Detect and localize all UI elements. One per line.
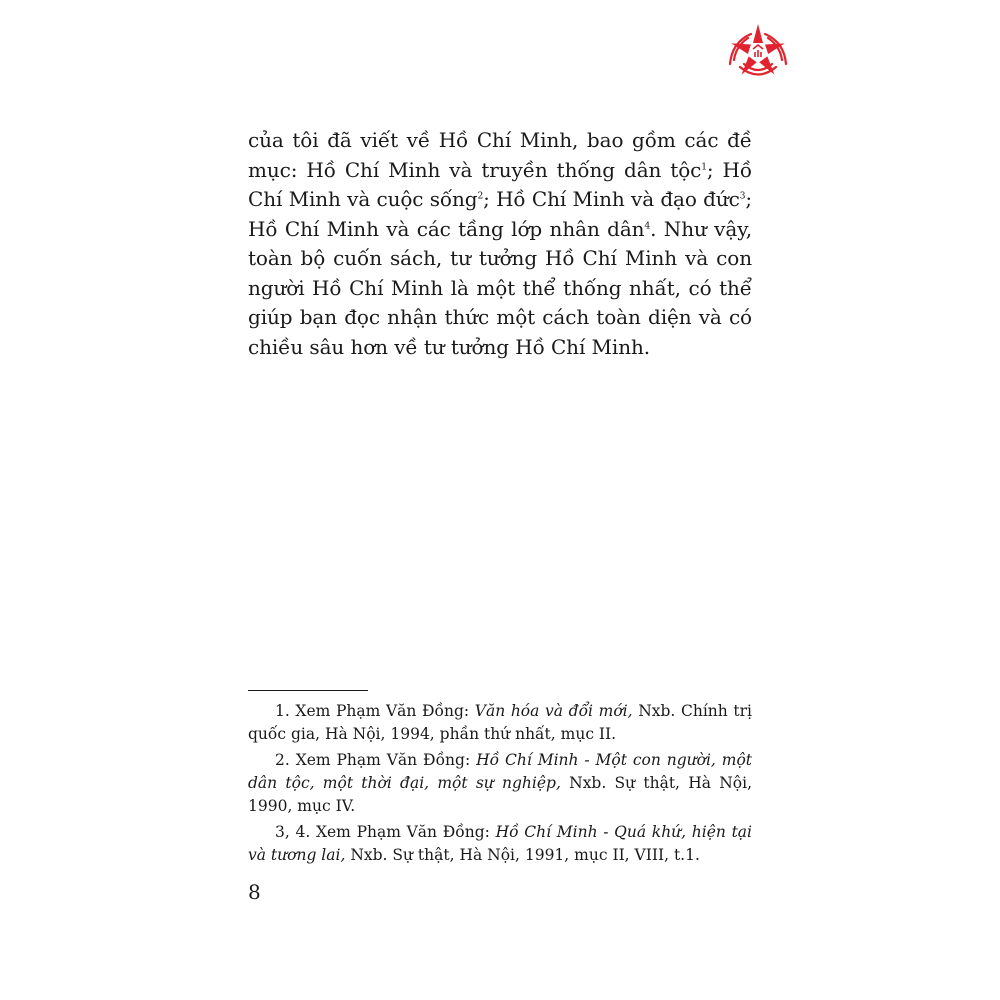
footnote-divider (248, 690, 368, 691)
footnote-lead: 2. Xem Phạm Văn Đồng: (275, 751, 477, 769)
footnote-tail: Nxb. Sự thật, Hà Nội, 1991, mục II, VIII, t.1. (345, 846, 700, 864)
footnote-title: Hồ Chí Minh - Quá khứ, hiện tại và tương lai, (248, 823, 753, 864)
text-segment: . Như vậy, toàn bộ cuốn sách, tư tưởng Hồ Chí Minh và con người Hồ Chí Minh là một thể thống nhất, có thể giúp bạn đọc nhận thức một cách toàn diện và có chiều sâu hơn về tư tưởng Hồ Chí Minh. (248, 216, 753, 359)
footnote-marker: 4 (644, 220, 651, 231)
footnotes (248, 700, 752, 870)
footnote-marker: 3 (739, 191, 746, 202)
footnote-title: Văn hóa và đổi mới, (474, 702, 633, 720)
footnote-1 (248, 700, 752, 746)
footnote-lead: 1. Xem Phạm Văn Đồng: (275, 702, 475, 720)
footnote-2 (248, 749, 752, 818)
text-segment: của tôi đã viết về Hồ Chí Minh, bao gồm các đề mục: Hồ Chí Minh và truyền thống dân tộc (248, 128, 752, 182)
footnote-tail: Nxb. Chính trị quốc gia, Hà Nội, 1994, phần thứ nhất, mục II. (248, 702, 752, 743)
paragraph-text (248, 126, 752, 362)
text-segment: ; Hồ Chí Minh và cuộc sống (248, 157, 753, 211)
footnote-lead: 3, 4. Xem Phạm Văn Đồng: (275, 823, 496, 841)
footnote-marker: 1 (701, 161, 707, 172)
page-number: 8 (248, 880, 261, 904)
footnote-tail: Nxb. Sự thật, Hà Nội, 1990, mục IV. (248, 774, 753, 815)
text-segment: ; Hồ Chí Minh và đạo đức (483, 187, 740, 211)
footnote-marker: 2 (477, 191, 484, 202)
text-segment: ; Hồ Chí Minh và các tầng lớp nhân dân (248, 187, 752, 241)
publisher-logo-icon (728, 22, 788, 82)
footnote-3-4 (248, 821, 752, 867)
main-paragraph (248, 126, 752, 362)
footnote-title: Hồ Chí Minh - Một con người, một dân tộc, một thời đại, một sự nghiệp, (248, 751, 753, 792)
